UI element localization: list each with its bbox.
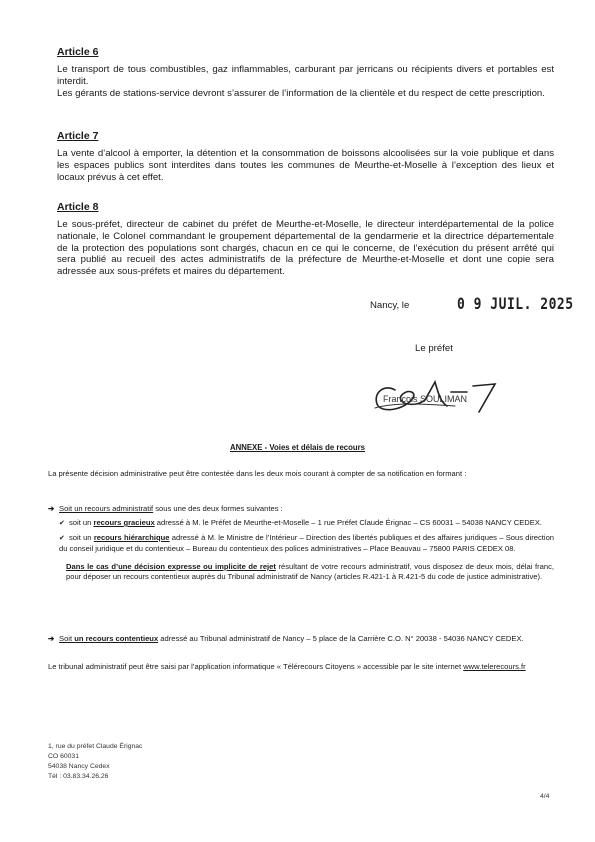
page-number: 4/4: [540, 793, 550, 800]
admin-appeal-lead: Soit un recours administratif: [59, 504, 154, 513]
handwritten-signature: [355, 362, 505, 417]
online-text: Le tribunal administratif peut être saisi par l’application informatique « Télérecours Citoyens » accessible par le site internet: [48, 662, 464, 671]
article-title: Article 8: [57, 201, 99, 213]
article-title: Article 7: [57, 130, 99, 142]
date-stamp: 0 9 JUIL. 2025: [457, 295, 574, 314]
appeal-option: ✔ soit un recours hiérarchique adressé à M. le Ministre de l’Intérieur – Direction des libertés publiques et des affaires juridiques – Sous direction du conseil juridique et du contentieux – Bureau du contentieux des polices administratives – Place Beauvau – 75800 PARIS CEDEX 08.: [59, 533, 555, 553]
article-7: [57, 130, 554, 183]
annex-title: [0, 443, 595, 452]
article-6: [57, 46, 554, 99]
checkmark-icon: ✔: [59, 535, 65, 542]
footer-line: CO 60031: [48, 753, 79, 760]
signatory-title: Le préfet: [415, 343, 453, 354]
article-paragraph: Les gérants de stations-service devront s’assurer de l’information de la clientèle et du respect de cette prescription.: [57, 87, 545, 99]
option-name: recours gracieux: [93, 518, 155, 527]
footer-line: Tél : 03.83.34.26.26: [48, 773, 109, 780]
annex-title-text: ANNEXE - Voies et délais de recours: [229, 443, 366, 452]
annex-intro-text: La présente décision administrative peut être contestée dans les deux mois courant à compter de sa notification en formant :: [48, 469, 467, 478]
footer-line: 1, rue du préfet Claude Érignac: [48, 743, 143, 750]
footer-line: 54038 Nancy Cedex: [48, 763, 110, 770]
article-paragraph: Le transport de tous combustibles, gaz inflammables, carburant par jerricans ou récipients divers et portables est interdit.: [57, 64, 554, 87]
rejection-clause: Dans le cas d’une décision expresse ou implicite de rejet résultant de votre recours administratif, vous disposez de deux mois, délai franc, pour déposer un recours contentieux auprès du Tribunal administratif de Nancy (articles R.421-1 à R.421-5 du code de justice administrative).: [66, 562, 554, 581]
telerecours-link[interactable]: www.telerecours.fr: [463, 662, 526, 671]
annex-intro: [48, 469, 554, 479]
article-title: Article 6: [57, 46, 99, 58]
option-name: recours hiérarchique: [93, 533, 170, 542]
checkmark-icon: ✔: [59, 520, 65, 527]
signatory-name: François SOULIMAN: [383, 394, 468, 404]
article-8: [57, 201, 554, 278]
online-appeal: [48, 662, 554, 672]
administrative-appeal: [48, 504, 554, 582]
signature-place: Nancy, le: [370, 300, 410, 311]
arrow-icon: ➔: [48, 504, 55, 513]
footer-address: [48, 742, 142, 782]
appeal-option: ✔ soit un recours gracieux adressé à M. le Préfet de Meurthe-et-Moselle – 1 rue Préfet Claude Érignac – CS 60031 – 54038 NANCY CEDEX.: [59, 518, 543, 527]
admin-appeal-rest: sous une des deux formes suivantes :: [153, 504, 283, 513]
article-paragraph: Le sous-préfet, directeur de cabinet du préfet de Meurthe-et-Moselle, le directeur interdépartemental de la police nationale, le Colonel commandant le groupement départemental de la gendarmerie et la directrice départementale de la protection des populations sont chargés, chacun en ce qui le concerne, de l’exécution du présent arrêté qui sera publié au recueil des actes administratifs de la préfecture de Meurthe-et-Moselle et dont une copie sera adressée aux sous-préfets et maires du département.: [57, 219, 554, 278]
rejection-lead: Dans le cas d’une décision expresse ou implicite de rejet: [66, 562, 276, 571]
contentious-lead: un recours contentieux: [74, 634, 159, 643]
contentious-appeal: ➔ Soit un recours contentieux adressé au Tribunal administratif de Nancy – 5 place de la Carrière C.O. N° 20038 - 54036 NANCY CEDEX.: [48, 634, 524, 643]
article-paragraph: La vente d’alcool à emporter, la détention et la consommation de boissons alcoolisées sur la voie publique et dans les espaces publics sont interdites dans toutes les communes de Meurthe-et-Moselle à l’exception des lieux et locaux prévus à cet effet.: [57, 148, 554, 183]
arrow-icon: ➔: [48, 634, 55, 643]
